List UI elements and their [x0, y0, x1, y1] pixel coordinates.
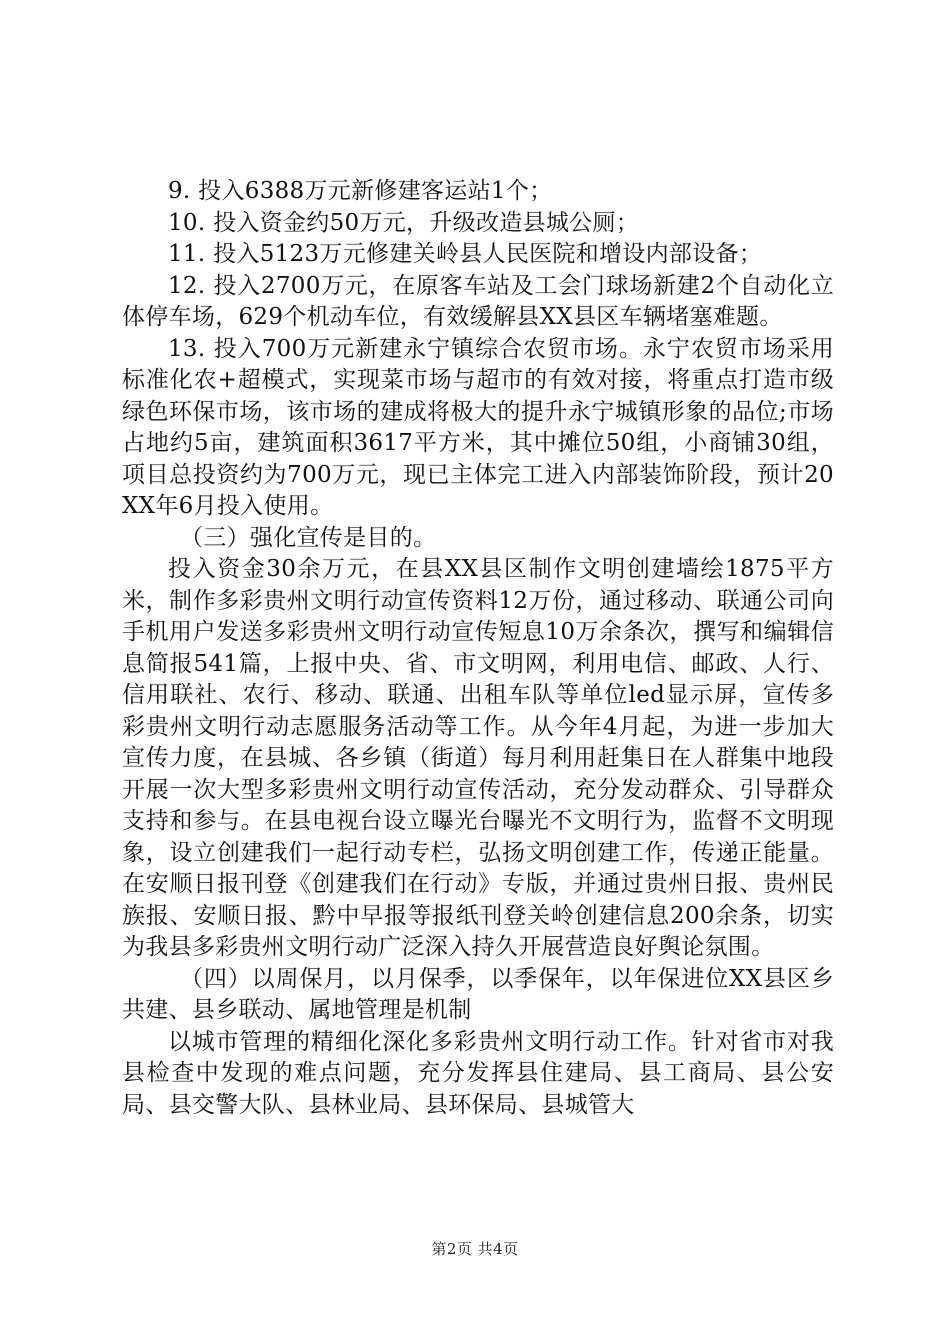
page-footer: [0, 1238, 950, 1259]
section-heading-4: （四）以周保月，以月保季，以季保年，以年保进位XX县区乡共建、县乡联动、属地管理是机制: [122, 965, 834, 1023]
section-heading-3: （三）强化宣传是目的。: [180, 524, 437, 551]
paragraph-item-12: 12. 投入2700万元，在原客车站及工会门球场新建2个自动化立体停车场，629个机动车位，有效缓解县XX县区车辆堵塞难题。: [122, 272, 834, 330]
paragraph-item-10: 10. 投入资金约50万元，升级改造县城公厕；: [168, 209, 640, 236]
paragraph-item-11: 11. 投入5123万元修建关岭县人民医院和增设内部设备；: [168, 241, 763, 267]
document-body: [122, 176, 834, 1121]
paragraph-city-management: 以城市管理的精细化深化多彩贵州文明行动工作。针对省市对我县检查中发现的难点问题，充分发挥县住建局、县工商局、县公安局、县交警大队、县林业局、县环保局、县城管大: [122, 1028, 834, 1118]
paragraph-item-9: 9. 投入6388万元新修建客运站1个；: [168, 178, 553, 204]
paragraph-item-13: 13. 投入700万元新建永宁镇综合农贸市场。永宁农贸市场采用标准化农+超模式，实现菜市场与超市的有效对接，将重点打造市级绿色环保市场，该市场的建成将极大的提升永宁城镇形象的品位;市场占地约5亩，建筑面积3617平方米，其中摊位50组，小商铺30组，项目总投资约为700万元，现已主体完工进入内部装饰阶段，预计20XX年6月投入使用。: [122, 335, 834, 519]
paragraph-publicity: 投入资金30余万元，在县XX县区制作文明创建墙绘1875平方米，制作多彩贵州文明行动宣传资料12万份，通过移动、联通公司向手机用户发送多彩贵州文明行动宣传短息10万余条次，撰写和编辑信息简报541篇，上报中央、省、市文明网，利用电信、邮政、人行、信用联社、农行、移动、联通、出租车队等单位led显示屏，宣传多彩贵州文明行动志愿服务活动等工作。从今年4月起，为进一步加大宣传力度，在县城、各乡镇（街道）每月利用赶集日在人群集中地段开展一次大型多彩贵州文明行动宣传活动，充分发动群众、引导群众支持和参与。在县电视台设立曝光台曝光不文明行为，监督不文明现象，设立创建我们一起行动专栏，弘扬文明创建工作，传递正能量。在安顺日报刊登《创建我们在行动》专版，并通过贵州日报、贵州民族报、安顺日报、黔中早报等报纸刊登关岭创建信息200余条，切实为我县多彩贵州文明行动广泛深入持久开展营造良好舆论氛围。: [122, 556, 834, 960]
page-number: 第2页 共4页: [431, 1240, 519, 1258]
